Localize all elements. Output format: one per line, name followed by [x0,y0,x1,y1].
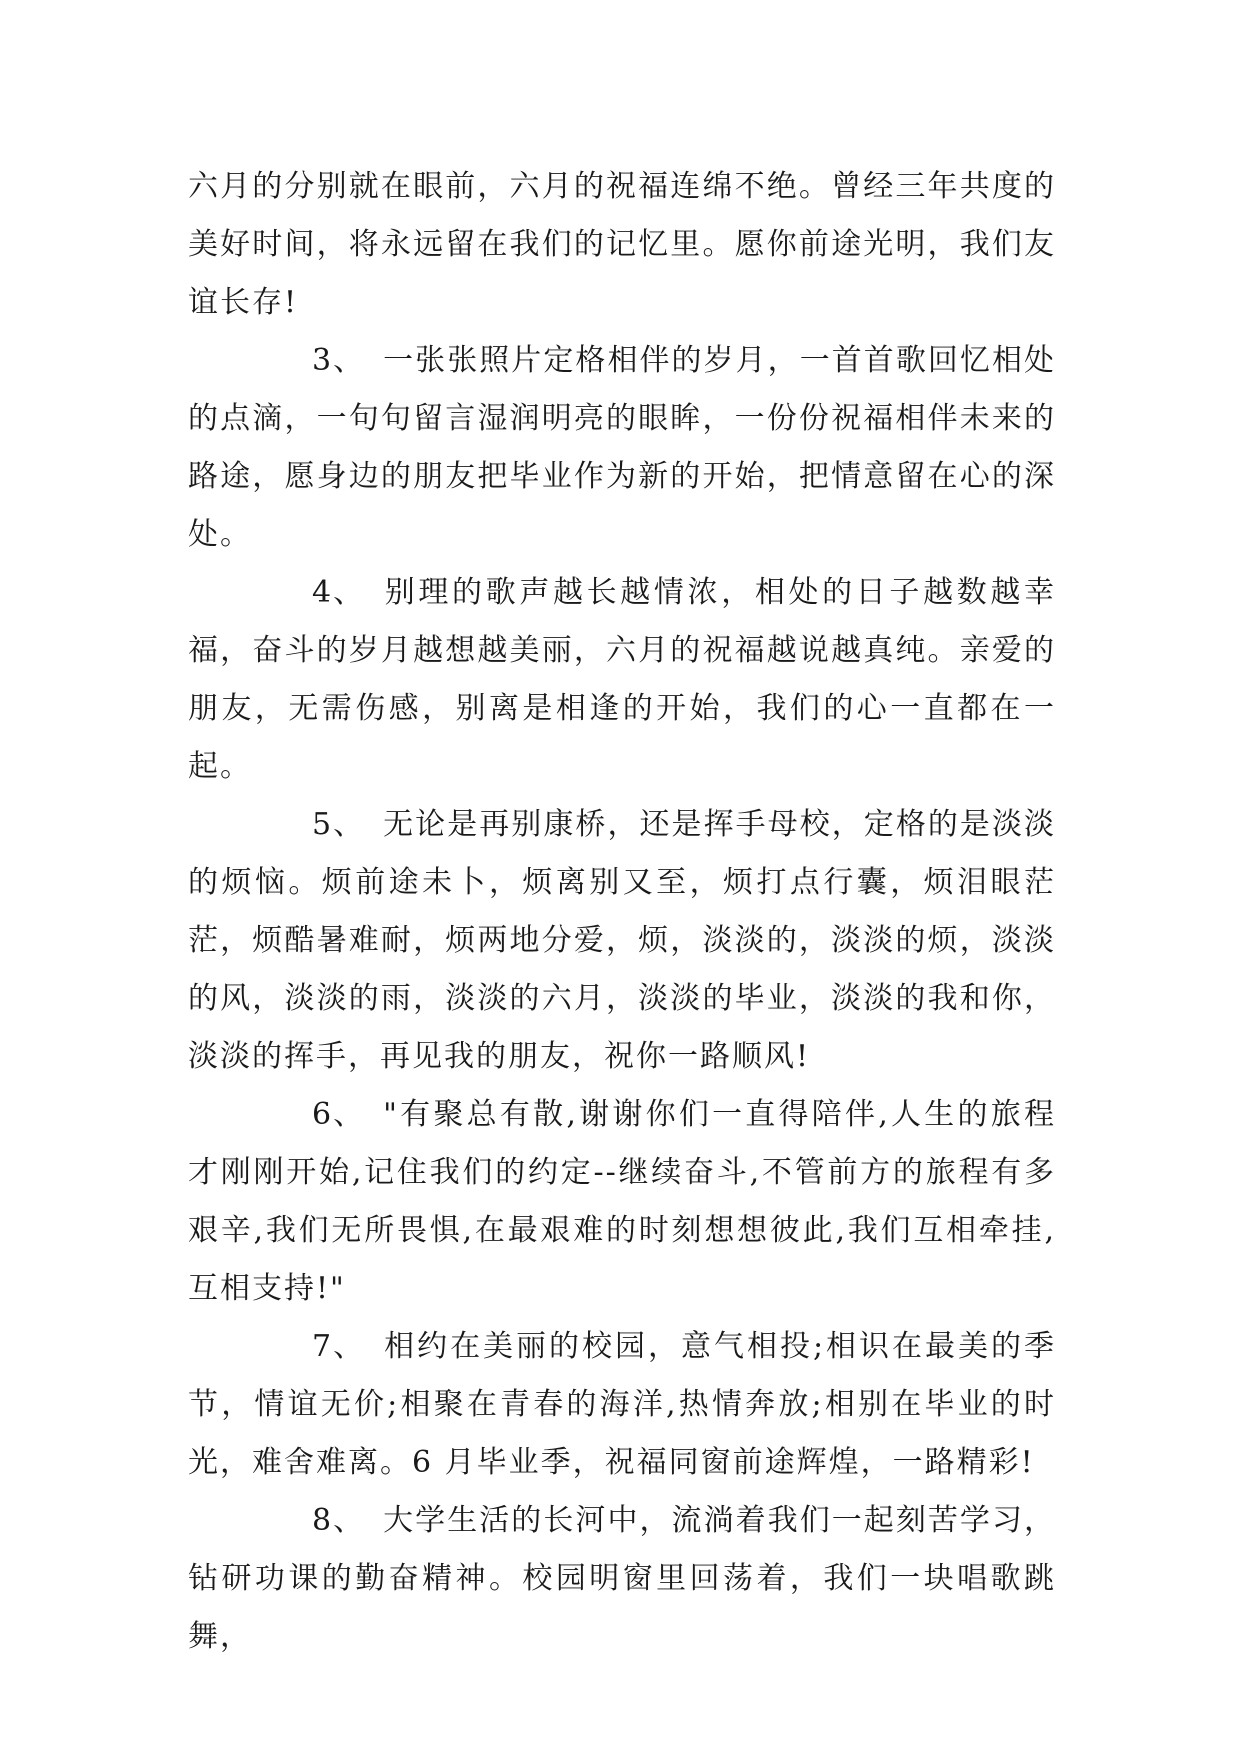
paragraph-text: 别理的歌声越长越情浓，相处的日子越数越幸福，奋斗的岁月越想越美丽，六月的祝福越说越真纯。亲爱的朋友，无需伤感，别离是相逢的开始，我们的心一直都在一起。 [188,575,1056,784]
paragraph-text: "有聚总有散,谢谢你们一直得陪伴,人生的旅程才刚刚开始,记住我们的约定--继续奋斗,不管前方的旅程有多艰辛,我们无所畏惧,在最艰难的时刻想想彼此,我们互相牵挂,互相支持!" [188,1097,1056,1306]
paragraph-text: 大学生活的长河中，流淌着我们一起刻苦学习，钻研功课的勤奋精神。校园明窗里回荡着，我们一块唱歌跳舞， [188,1503,1056,1654]
paragraph-7 [188,1318,1056,1492]
paragraph-3 [188,332,1056,564]
paragraph-number: 8、 [312,1503,366,1538]
paragraph-number: 3、 [312,343,366,378]
paragraph-number: 7、 [312,1329,366,1364]
paragraph-number: 4、 [312,575,366,610]
paragraph-text: 一张张照片定格相伴的岁月，一首首歌回忆相处的点滴，一句句留言湿润明亮的眼眸，一份份祝福相伴未来的路途，愿身边的朋友把毕业作为新的开始，把情意留在心的深处。 [188,343,1056,552]
paragraph-continued [188,158,1056,332]
paragraph-text: 六月的分别就在眼前，六月的祝福连绵不绝。曾经三年共度的美好时间，将永远留在我们的记忆里。愿你前途光明，我们友谊长存! [188,169,1056,320]
paragraph-6 [188,1086,1056,1318]
paragraph-text: 无论是再别康桥，还是挥手母校，定格的是淡淡的烦恼。烦前途未卜，烦离别又至，烦打点行囊，烦泪眼茫茫，烦酷暑难耐，烦两地分爱，烦，淡淡的，淡淡的烦，淡淡的风，淡淡的雨，淡淡的六月，淡淡的毕业，淡淡的我和你，淡淡的挥手，再见我的朋友，祝你一路顺风! [188,807,1056,1074]
paragraph-4 [188,564,1056,796]
paragraph-number: 5、 [312,807,366,842]
paragraph-number: 6、 [312,1097,366,1132]
paragraph-8 [188,1492,1056,1666]
document-body [188,158,1056,1666]
paragraph-5 [188,796,1056,1086]
paragraph-text: 相约在美丽的校园，意气相投;相识在最美的季节，情谊无价;相聚在青春的海洋,热情奔放;相别在毕业的时光，难舍难离。6 月毕业季，祝福同窗前途辉煌，一路精彩! [188,1329,1056,1480]
